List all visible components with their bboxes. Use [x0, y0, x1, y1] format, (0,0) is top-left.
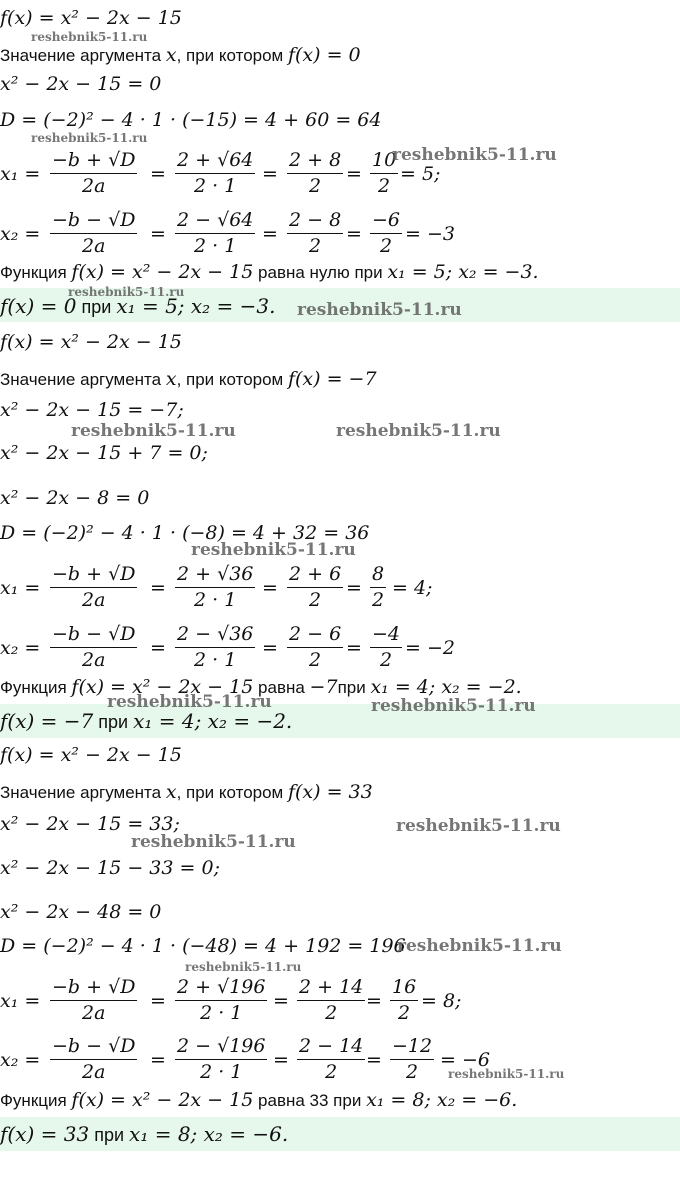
watermark: reshebnik5-11.ru	[191, 540, 356, 560]
watermark: reshebnik5-11.ru	[397, 936, 562, 956]
fraction: −4 2	[372, 623, 401, 672]
fraction: 2 − 14 2	[299, 1035, 364, 1084]
discriminant: D = (−2)² − 4 · 1 · (−15) = 4 + 60 = 64	[0, 109, 382, 131]
fraction: −b + √D 2a	[52, 976, 136, 1025]
fraction: 8 2	[372, 563, 385, 612]
fraction: 2 − √196 2 · 1	[177, 1035, 266, 1084]
equation: x² − 2x − 15 = −7;	[0, 399, 184, 421]
fraction: −b + √D 2a	[52, 149, 136, 198]
conclusion: Функция f(x) = x² − 2x − 15 равна нулю при x₁ = 5; x₂ = −3.	[0, 261, 539, 283]
condition-var: x	[165, 44, 177, 66]
watermark: reshebnik5-11.ru	[297, 300, 462, 320]
discriminant: D = (−2)² − 4 · 1 · (−48) = 4 + 192 = 196	[0, 935, 406, 957]
conclusion: Функция f(x) = x² − 2x − 15 равна −7при x₁ = 4; x₂ = −2.	[0, 676, 522, 698]
fraction: −12 2	[392, 1035, 433, 1084]
fraction: 2 − 8 2	[289, 209, 342, 258]
function-definition: f(x) = x² − 2x − 15	[0, 331, 182, 353]
condition-expr: f(x) = 0	[287, 44, 361, 66]
discriminant: D = (−2)² − 4 · 1 · (−8) = 4 + 32 = 36	[0, 522, 370, 544]
watermark: reshebnik5-11.ru	[107, 692, 272, 712]
equation: x² − 2x − 15 = 33;	[0, 813, 180, 835]
equation: x² − 2x − 48 = 0	[0, 901, 162, 923]
condition-line	[0, 43, 361, 68]
equation: x² − 2x − 15 + 7 = 0;	[0, 442, 208, 464]
fraction: 2 + √196 2 · 1	[177, 976, 266, 1025]
root-label: x₂ =	[0, 223, 41, 245]
equation: x² − 2x − 15 = 0	[0, 73, 162, 95]
condition-line: Значение аргумента x, при котором f(x) = −7	[0, 368, 377, 390]
fraction: 2 + 8 2	[289, 149, 342, 198]
fraction: 2 + √36 2 · 1	[177, 563, 254, 612]
watermark: reshebnik5-11.ru	[392, 145, 557, 165]
fraction: 2 + √64 2 · 1	[177, 149, 254, 198]
watermark: reshebnik5-11.ru	[68, 285, 185, 299]
condition-text-2: , при котором	[176, 46, 288, 65]
answer-text: f(x) = 0 при x₁ = 5; x₂ = −3.	[0, 294, 276, 318]
conclusion: Функция f(x) = x² − 2x − 15 равна 33 при x₁ = 8; x₂ = −6.	[0, 1089, 518, 1111]
fraction: −b + √D 2a	[52, 563, 136, 612]
fraction: −6 2	[372, 209, 401, 258]
watermark: reshebnik5-11.ru	[71, 421, 236, 441]
fraction: 16 2	[392, 976, 417, 1025]
watermark: reshebnik5-11.ru	[31, 30, 148, 44]
fraction: 10 2	[372, 149, 397, 198]
fraction: 2 + 14 2	[299, 976, 364, 1025]
watermark: reshebnik5-11.ru	[371, 696, 536, 716]
watermark: reshebnik5-11.ru	[336, 421, 501, 441]
fraction: 2 − √64 2 · 1	[177, 209, 254, 258]
fraction: 2 + 6 2	[289, 563, 342, 612]
function-definition: f(x) = x² − 2x − 15	[0, 744, 182, 766]
watermark: reshebnik5-11.ru	[131, 832, 296, 852]
condition-line: Значение аргумента x, при котором f(x) = 33	[0, 781, 373, 803]
equation: x² − 2x − 8 = 0	[0, 487, 150, 509]
fraction: −b − √D 2a	[52, 209, 136, 258]
condition-text: Значение аргумента	[0, 46, 166, 65]
fraction: 2 − √36 2 · 1	[177, 623, 254, 672]
answer-text: f(x) = 33 при x₁ = 8; x₂ = −6.	[0, 1122, 289, 1146]
fraction: −b − √D 2a	[52, 1035, 136, 1084]
fraction: 2 − 6 2	[289, 623, 342, 672]
watermark: reshebnik5-11.ru	[185, 960, 302, 974]
function-definition: f(x) = x² − 2x − 15	[0, 7, 182, 29]
watermark: reshebnik5-11.ru	[31, 131, 148, 145]
fraction: −b − √D 2a	[52, 623, 136, 672]
watermark: reshebnik5-11.ru	[396, 816, 561, 836]
answer-text: f(x) = −7 при x₁ = 4; x₂ = −2.	[0, 709, 293, 733]
equation: x² − 2x − 15 − 33 = 0;	[0, 857, 220, 879]
watermark: reshebnik5-11.ru	[448, 1067, 565, 1081]
root-label: x₁ =	[0, 163, 41, 185]
